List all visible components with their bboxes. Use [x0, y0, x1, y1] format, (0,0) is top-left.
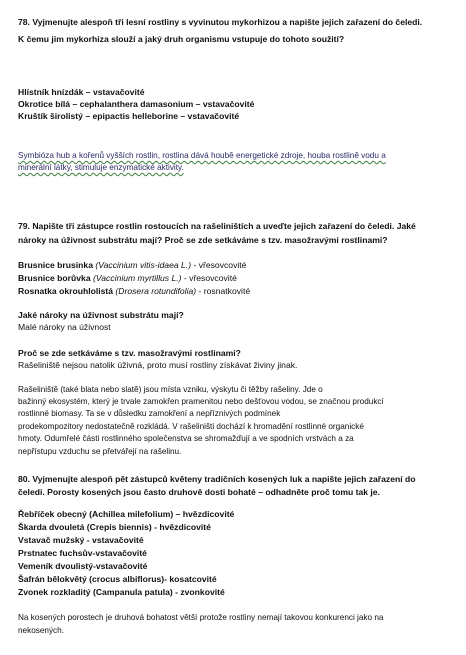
q79-carnivore-question: Proč se zde setkáváme s tzv. masožravými rostlinami? [18, 348, 241, 358]
q78-plant-2: Okrotice bílá – cephalanthera damasonium – vstavačovité [18, 99, 255, 109]
q80-plant-4: Prstnatec fuchsův-vstavačovité [18, 548, 147, 558]
q79-plant-1-name: Brusnice brusinka [18, 260, 93, 270]
q78-symbiosis-text-2: minerální látky, stimuluje enzymatické aktivity. [18, 163, 184, 172]
q78-plant-1: Hlístník hnízdák – vstavačovité [18, 87, 145, 97]
q79-peat-line-6: nepřístupu vzduchu se přetvářejí na rašelinu. [18, 447, 182, 456]
q79-nutrient-answer: Malé nároky na úživnost [18, 322, 111, 332]
q79-peat-line-4: prodekompozitory nedostatečně rozkládá. V rašeliništi dochází k hromadění rostlinné organické [18, 422, 364, 431]
q79-plant-2-family: - vřesovcovité [181, 273, 237, 283]
q78-symbiosis-text-1: Symbióza hub a kořenů vyšších rostlin, rostlina dává houbě energetické zdroje, houba rostlině vodu a [18, 151, 386, 160]
q79-carnivore-answer: Rašeliniště nejsou natolik úživná, proto musí rostliny získávat živiny jinak. [18, 360, 298, 370]
q79-peat-line-2: bažinný ekosystém, který je trvale zamokřen pramenitou nebo dešťovou vodou, se značnou produkcí [18, 397, 384, 406]
q78-question-line2: K čemu jim mykorhiza slouží a jaký druh organismu vstupuje do tohoto soužití? [18, 34, 345, 44]
q78-question-line1: 78. Vyjmenujte alespoň tři lesní rostliny s vyvinutou mykorhizou a napište jejich zařazení do čeledi. [18, 17, 423, 27]
q79-plant-3-family: - rosnatkovité [196, 286, 251, 296]
q79-plant-3-name: Rosnatka okrouhlolistá [18, 286, 114, 296]
q79-plant-1-family: - vřesovcovité [191, 260, 247, 270]
q80-plant-1: Řebříček obecný (Achillea milefolium) – hvězdicovité [18, 509, 235, 519]
q79-plant-2-name: Brusnice borůvka [18, 273, 91, 283]
q79-plant-3 [18, 286, 250, 297]
q80-plant-6: Šafrán bělokvětý (crocus albiflorus)- kosatcovité [18, 574, 217, 584]
q80-question-line2: čeledi. Porosty kosených jsou často druhově dosti bohaté – odhadněte proč tomu tak je. [18, 487, 380, 497]
q79-plant-2 [18, 273, 237, 284]
q80-plant-7: Zvonek rozkladitý (Campanula patula) - zvonkovité [18, 587, 225, 597]
q79-peat-line-5: hmoty. Odumřelé části rostlinného společenstva se shromažďují a ve spodních vrstvách a za [18, 434, 354, 443]
q79-plant-1 [18, 260, 246, 271]
q79-question-line1: 79. Napište tři zástupce rostlin rostoucích na rašeliništích a uveďte jejich zařazení do čeledi. Jaké [18, 221, 416, 231]
q80-answer-line1: Na kosených porostech je druhová bohatost větší protože rostliny nemají takovou konkurenci jako na [18, 613, 384, 622]
q79-plant-2-latin: (Vaccinium myrtillus L.) [92, 273, 182, 283]
q80-question-line1: 80. Vyjmenujte alespoň pět zástupců květeny tradičních kosených luk a napište jejich zařazení do [18, 474, 416, 484]
q79-plant-3-latin: (Drosera rotundifolia) [113, 286, 197, 296]
q79-peat-line-1: Rašeliniště (také blata nebo slatě) jsou místa vzniku, výskytu či těžby rašeliny. Jde o [18, 385, 323, 394]
q79-question-line2: nároky na úživnost substrátu mají? Proč se zde setkáváme s tzv. masožravými rostlinami? [18, 235, 388, 245]
q79-plant-1-latin: (Vaccinium vitis-idaea L.) [95, 260, 192, 270]
q80-plant-5: Vemeník dvoulistý-vstavačovité [18, 561, 148, 571]
q80-plant-2: Škarda dvouletá (Crepis biennis) - hvězdicovité [18, 522, 211, 532]
q79-nutrient-question: Jaké nároky na úživnost substrátu mají? [18, 310, 184, 320]
q78-plant-3: Kruštík širolistý – epipactis helleborine – vstavačovité [18, 111, 240, 121]
q80-plant-3: Vstavač mužský - vstavačovité [18, 535, 144, 545]
q78-symbiosis-line2 [18, 162, 184, 173]
q79-peat-line-3: rostlinné biomasy. Ta se v důsledku zamokření a nepříznivých podmínek [18, 409, 281, 418]
q78-symbiosis-line1 [18, 150, 386, 161]
q80-answer-line2: nekosených. [18, 626, 64, 635]
